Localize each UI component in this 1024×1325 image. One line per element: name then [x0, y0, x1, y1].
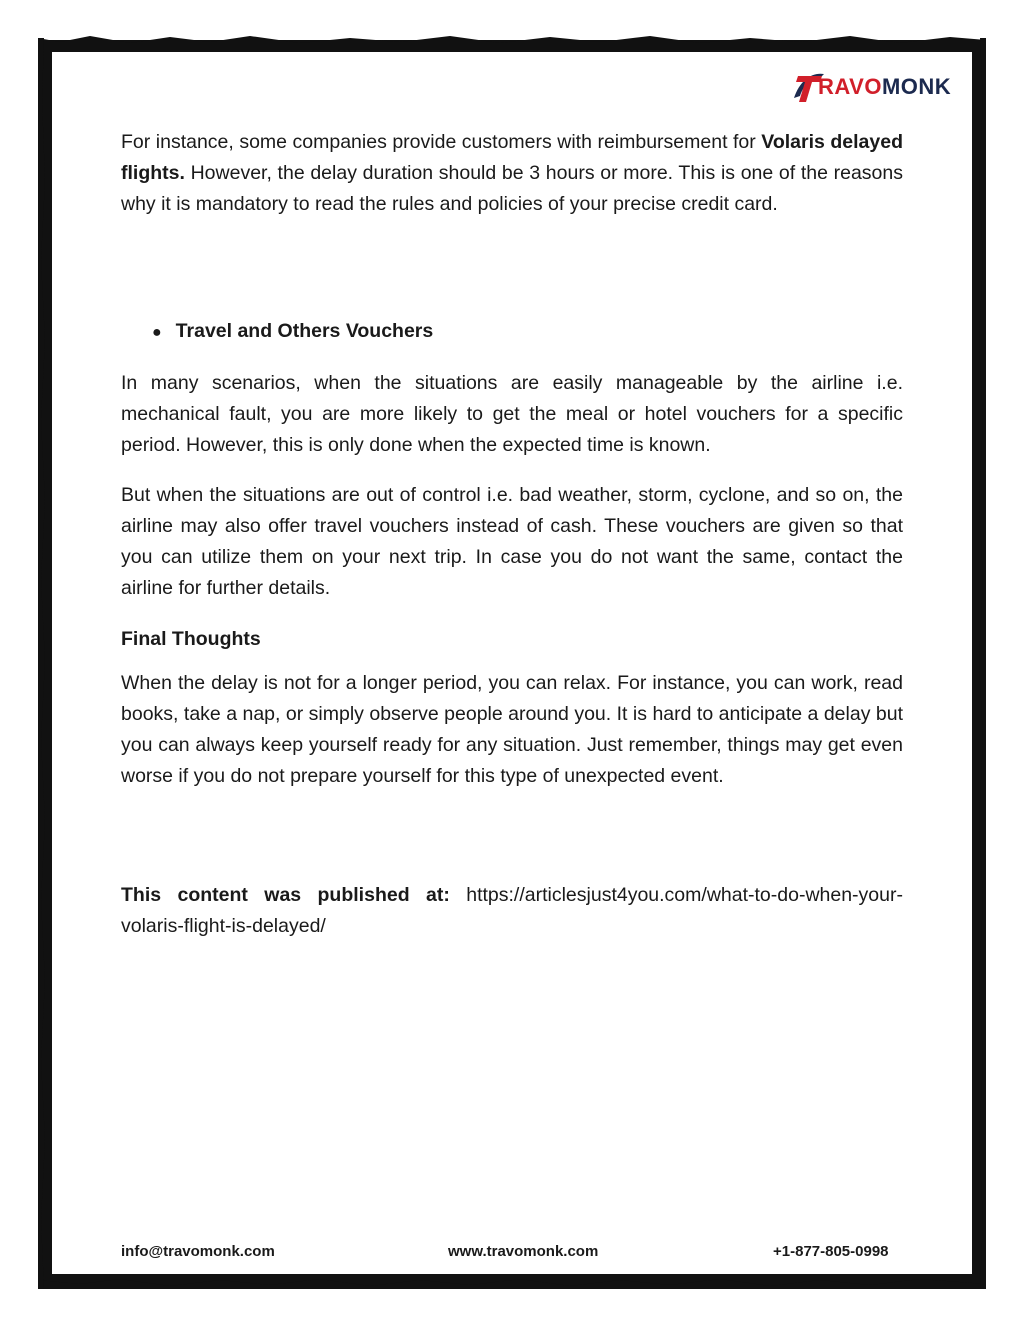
paragraph1-bold: Volaris delayed flights. [121, 131, 903, 184]
bullet-label: Travel and Others Vouchers [175, 320, 434, 342]
logo-wordmark-red: RAVO [818, 74, 882, 99]
paragraph-meal-vouchers [121, 368, 903, 461]
paragraph3-text: But when the situations are out of control i.e. bad weather, storm, cyclone, and so on, the airline may also offer travel vouchers instead of cash. These vouchers are given so that you can utilize them on your next trip. In case you do not want the same, contact the airline for further details. [121, 484, 903, 599]
paragraph-reimbursement [121, 127, 903, 220]
footer-website[interactable]: www.travomonk.com [448, 1243, 599, 1260]
paragraph4-text: When the delay is not for a longer period, you can relax. For instance, you can work, read books, take a nap, or simply observe people around you. It is hard to anticipate a delay but you can always keep yourself ready for any situation. Just remember, things may get even worse if you do not prepare yourself for this type of unexpected event. [121, 672, 903, 787]
heading-final-thoughts: Final Thoughts [121, 628, 261, 650]
bullet-travel-vouchers [152, 316, 433, 348]
published-label: This content was published at: [121, 884, 450, 906]
bullet-dot-icon: ● [152, 324, 162, 341]
logo-wordmark [818, 74, 951, 100]
paragraph1-text2: However, the delay duration should be 3 hours or more. This is one of the reasons why it is mandatory to read the rules and policies of your precise credit card. [121, 162, 903, 215]
page-frame [40, 40, 984, 1286]
logo-wordmark-navy: MONK [881, 74, 952, 99]
paragraph-final-thoughts [121, 668, 903, 792]
footer-phone[interactable]: +1-877-805-0998 [773, 1243, 889, 1260]
paragraph-travel-vouchers [121, 480, 903, 604]
published-url[interactable]: https://articlesjust4you.com/what-to-do-when-your-volaris-flight-is-delayed/ [121, 884, 903, 937]
published-source [121, 880, 903, 942]
paragraph1-text1: For instance, some companies provide customers with reimbursement for [121, 131, 762, 153]
footer-email[interactable]: info@travomonk.com [121, 1243, 275, 1260]
paragraph2-text: In many scenarios, when the situations are easily manageable by the airline i.e. mechanical fault, you are more likely to get the meal or hotel vouchers for a specific period. However, this is only done when the expected time is known. [121, 372, 903, 456]
